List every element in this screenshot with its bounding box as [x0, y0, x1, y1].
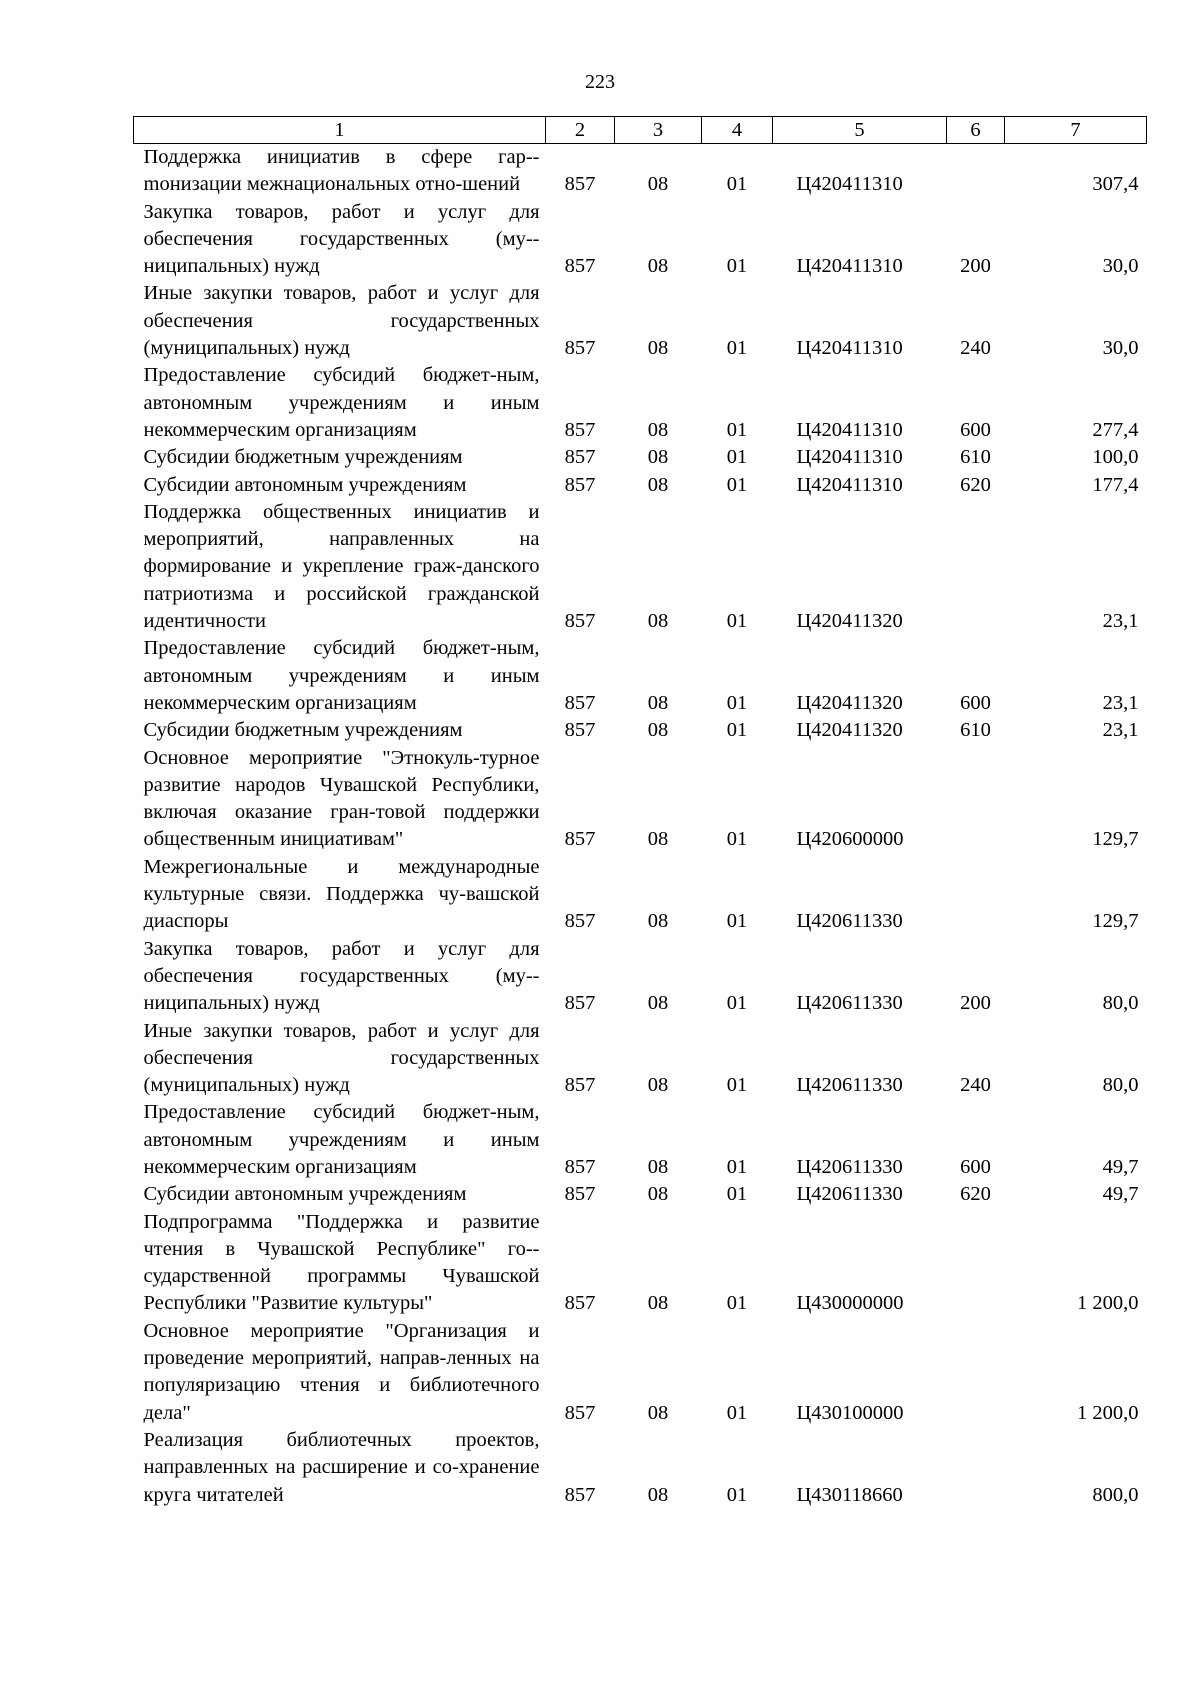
row-name: Иные закупки товаров, работ и услуг для обеспечения государственных (муниципальных) нужд: [143, 1019, 540, 1097]
row-col-4: 01: [726, 446, 748, 469]
row-col-4: 01: [726, 418, 748, 441]
row-col-3: 08: [647, 1483, 669, 1506]
table-row: [134, 499, 1147, 635]
row-col-3: 08: [647, 1155, 669, 1178]
row-col-5: Ц420411310: [796, 337, 903, 360]
row-col-4: 01: [726, 255, 748, 278]
row-col-4: 01: [726, 910, 748, 933]
row-col-3: 08: [647, 910, 669, 933]
table-row: [134, 444, 1147, 471]
row-col-6: [947, 1427, 1005, 1509]
column-header-1: 1: [134, 117, 546, 144]
row-col-6: 600: [960, 418, 991, 441]
row-col-5: Ц420411310: [796, 446, 903, 469]
row-col-2: 857: [564, 255, 596, 278]
row-name: Межрегиональные и международные культурные связи. Поддержка чу-вашской диаспоры: [143, 855, 540, 933]
row-col-4: 01: [726, 828, 748, 851]
row-col-6: 610: [960, 719, 991, 742]
row-col-4: 01: [726, 1155, 748, 1178]
row-name: Подпрограмма "Поддержка и развитие чтения в Чувашской Республике" го-сударственной программы Чувашской Республики "Развитие культуры": [143, 1210, 540, 1315]
row-col-5: Ц420411310: [796, 255, 903, 278]
row-name: Поддержка инициатив в сфере гар-mонизации межнациональных отно-шений: [143, 146, 540, 196]
row-col-7: 80,0: [1102, 992, 1139, 1015]
page-number: 223: [585, 71, 615, 93]
row-col-4: 01: [726, 1483, 748, 1506]
row-col-7: 100,0: [1092, 446, 1139, 469]
row-col-7: 49,7: [1102, 1155, 1139, 1178]
row-col-7: 129,7: [1092, 910, 1139, 933]
row-col-5: Ц430000000: [796, 1292, 904, 1315]
row-col-5: Ц420411320: [796, 719, 903, 742]
column-header-6: 6: [947, 117, 1005, 144]
row-col-4: 01: [726, 992, 748, 1015]
table-row: [134, 1209, 1147, 1318]
table-row: [134, 745, 1147, 854]
row-col-3: 08: [647, 446, 669, 469]
row-name: Предоставление субсидий бюджет-ным, автономным учреждениям и иным некоммерческим организациям: [143, 1101, 540, 1178]
row-col-5: Ц430100000: [796, 1401, 904, 1424]
row-col-5: Ц420411320: [796, 610, 903, 633]
row-col-3: 08: [647, 473, 669, 496]
row-col-4: 01: [726, 473, 748, 496]
row-col-7: 30,0: [1102, 255, 1139, 278]
row-col-2: 857: [564, 418, 596, 441]
row-name: Субсидии автономным учреждениям: [143, 473, 467, 496]
table-row: [134, 1318, 1147, 1427]
column-header-4: 4: [702, 117, 773, 144]
row-col-7: 30,0: [1102, 337, 1139, 360]
row-col-4: 01: [726, 337, 748, 360]
row-col-3: 08: [647, 828, 669, 851]
row-col-7: 177,4: [1092, 473, 1139, 496]
row-col-4: 01: [726, 719, 748, 742]
row-col-6: 240: [960, 1074, 991, 1097]
row-name: Субсидии автономным учреждениям: [143, 1183, 467, 1206]
row-col-7: 23,1: [1102, 719, 1139, 742]
row-col-7: 277,4: [1092, 418, 1139, 441]
row-col-5: Ц420600000: [796, 828, 904, 851]
row-col-4: 01: [726, 1183, 748, 1206]
row-col-2: 857: [564, 992, 596, 1015]
row-col-5: Ц420611330: [796, 992, 903, 1015]
table-row: [134, 936, 1147, 1018]
table-row: [134, 199, 1147, 281]
row-name: Субсидии бюджетным учреждениям: [143, 446, 463, 469]
row-col-6: 600: [960, 1155, 991, 1178]
row-name: Предоставление субсидий бюджет-ным, автономным учреждениям и иным некоммерческим организациям: [143, 637, 540, 714]
table-row: [134, 1099, 1147, 1181]
row-col-7: 800,0: [1092, 1483, 1139, 1506]
row-name: Закупка товаров, работ и услуг для обеспечения государственных (му-ниципальных) нужд: [143, 937, 540, 1015]
row-col-6: [947, 1209, 1005, 1318]
row-col-3: 08: [647, 1183, 669, 1206]
row-name: Основное мероприятие "Организация и проведение мероприятий, направ-ленных на популяризацию чтения и библиотечного дела": [143, 1319, 540, 1424]
row-col-7: 49,7: [1102, 1183, 1139, 1206]
row-col-5: Ц420411310: [796, 418, 903, 441]
table-row: [134, 1427, 1147, 1509]
row-col-5: Ц420411310: [796, 473, 903, 496]
row-col-4: 01: [726, 610, 748, 633]
row-col-3: 08: [647, 992, 669, 1015]
row-col-3: 08: [647, 1292, 669, 1315]
row-col-6: 240: [960, 337, 991, 360]
row-col-2: 857: [564, 446, 596, 469]
header-row: [134, 117, 1147, 144]
row-col-4: 01: [726, 173, 748, 196]
row-col-4: 01: [726, 1292, 748, 1315]
row-col-6: 610: [960, 446, 991, 469]
table-row: [134, 635, 1147, 717]
row-col-6: [947, 1318, 1005, 1427]
row-name: Реализация библиотечных проектов, направленных на расширение и со-хранение круга читателей: [143, 1428, 540, 1506]
column-header-5: 5: [773, 117, 947, 144]
row-col-4: 01: [726, 1401, 748, 1424]
table-row: [134, 854, 1147, 936]
row-col-5: Ц420611330: [796, 910, 903, 933]
row-col-3: 08: [647, 691, 669, 714]
row-col-6: [947, 745, 1005, 854]
table-row: [134, 1018, 1147, 1100]
column-header-7: 7: [1005, 117, 1147, 144]
row-name: Иные закупки товаров, работ и услуг для обеспечения государственных (муниципальных) нужд: [143, 282, 540, 360]
row-name: Поддержка общественных инициатив и мероприятий, направленных на формирование и укрепление граж-данского патриотизма и российской гражданской идентичности: [143, 500, 540, 633]
row-col-5: Ц420611330: [796, 1074, 903, 1097]
row-col-2: 857: [564, 1483, 596, 1506]
row-col-4: 01: [726, 1074, 748, 1097]
row-col-5: Ц420411310: [796, 173, 903, 196]
row-col-2: 857: [564, 910, 596, 933]
row-col-7: 1 200,0: [1077, 1401, 1139, 1424]
row-col-3: 08: [647, 1074, 669, 1097]
table-row: [134, 280, 1147, 362]
row-col-7: 80,0: [1102, 1074, 1139, 1097]
row-name: Основное мероприятие "Этнокуль-турное развитие народов Чувашской Республики, включая оказание гран-товой поддержки общественным инициативам": [143, 746, 540, 851]
table-row: [134, 717, 1147, 744]
row-col-6: 200: [960, 255, 991, 278]
row-col-6: [947, 499, 1005, 635]
row-col-2: 857: [564, 473, 596, 496]
row-col-2: 857: [564, 173, 596, 196]
row-col-5: Ц420411320: [796, 691, 903, 714]
row-col-2: 857: [564, 828, 596, 851]
table-row: [134, 1181, 1147, 1208]
row-col-2: 857: [564, 610, 596, 633]
row-col-7: 1 200,0: [1077, 1292, 1139, 1315]
row-col-6: 620: [960, 1183, 991, 1206]
row-col-3: 08: [647, 173, 669, 196]
row-col-6: 620: [960, 473, 991, 496]
column-header-2: 2: [546, 117, 615, 144]
row-col-2: 857: [564, 1401, 596, 1424]
column-header-3: 3: [615, 117, 702, 144]
row-col-6: [947, 144, 1005, 199]
row-col-6: 200: [960, 992, 991, 1015]
row-col-7: 23,1: [1102, 610, 1139, 633]
row-col-3: 08: [647, 418, 669, 441]
row-col-3: 08: [647, 337, 669, 360]
row-name: Субсидии бюджетным учреждениям: [143, 719, 463, 742]
row-col-2: 857: [564, 337, 596, 360]
row-col-7: 129,7: [1092, 828, 1139, 851]
row-col-2: 857: [564, 1074, 596, 1097]
row-col-6: 600: [960, 691, 991, 714]
row-col-2: 857: [564, 1183, 596, 1206]
row-col-2: 857: [564, 1292, 596, 1315]
row-col-2: 857: [564, 1155, 596, 1178]
row-col-4: 01: [726, 691, 748, 714]
row-col-2: 857: [564, 691, 596, 714]
table-row: [134, 472, 1147, 499]
row-col-3: 08: [647, 255, 669, 278]
budget-table: [133, 116, 1147, 1509]
row-col-5: Ц420611330: [796, 1155, 903, 1178]
row-col-5: Ц430118660: [796, 1483, 903, 1506]
table-row: [134, 362, 1147, 444]
row-col-3: 08: [647, 610, 669, 633]
row-col-6: [947, 854, 1005, 936]
table-body: [134, 144, 1147, 1509]
row-col-5: Ц420611330: [796, 1183, 903, 1206]
row-col-2: 857: [564, 719, 596, 742]
row-col-3: 08: [647, 1401, 669, 1424]
row-name: Закупка товаров, работ и услуг для обеспечения государственных (му-ниципальных) нужд: [143, 200, 540, 278]
table-row: [134, 144, 1147, 199]
row-name: Предоставление субсидий бюджет-ным, автономным учреждениям и иным некоммерческим организациям: [143, 364, 540, 441]
row-col-3: 08: [647, 719, 669, 742]
row-col-7: 23,1: [1102, 691, 1139, 714]
row-col-7: 307,4: [1092, 173, 1139, 196]
